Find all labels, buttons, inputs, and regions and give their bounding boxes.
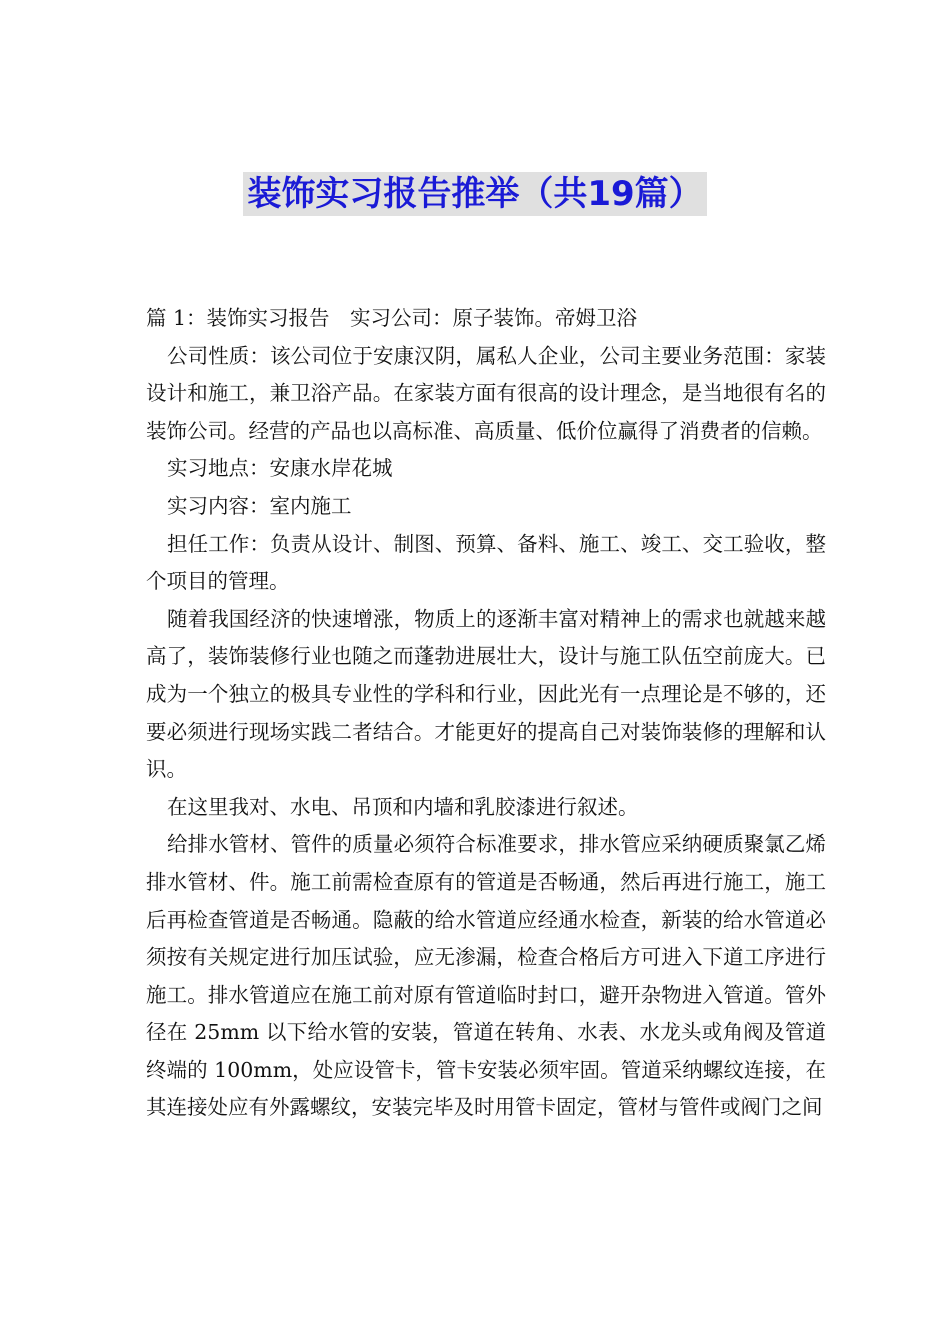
paragraph-heading: 篇 1：装饰实习报告 实习公司：原子装饰。帝姆卫浴 <box>146 306 638 330</box>
paragraph-plumbing: 给排水管材、管件的质量必须符合标准要求，排水管应采纳硬质聚氯乙烯排水管材、件。施工前需检查原有的管道是否畅通，然后再进行施工，施工后再检查管道是否畅通。隐蔽的给水管道应经通水检查，新装的给水管道必须按有关规定进行加压试验，应无渗漏，检查合格后方可进入下道工序进行施工。排水管道应在施工前对原有管道临时封口，避开杂物进入管道。管外径在 25mm 以下给水管的安装，管道在转角、水表、水龙头或角阀及管道终端的 100mm，处应设管卡，管卡安装必须牢固。管道采纳螺纹连接，在其连接处应有外露螺纹，安装完毕及时用管卡固定，管材与管件或阀门之间 <box>146 832 826 1120</box>
document-body <box>146 300 826 1127</box>
title-container <box>0 172 950 216</box>
document-title: 装饰实习报告推举（共19篇） <box>243 172 706 216</box>
paragraph-background: 随着我国经济的快速增涨，物质上的逐渐丰富对精神上的需求也就越来越高了，装饰装修行业也随之而蓬勃进展壮大，设计与施工队伍空前庞大。已成为一个独立的极具专业性的学科和行业，因此光有一点理论是不够的，还要必须进行现场实践二者结合。才能更好的提高自己对装饰装修的理解和认识。 <box>146 606 826 782</box>
paragraph-intro: 在这里我对、水电、吊顶和内墙和乳胶漆进行叙述。 <box>167 794 639 819</box>
paragraph-location: 实习地点：安康水岸花城 <box>167 456 393 481</box>
paragraph-duties: 担任工作：负责从设计、制图、预算、备料、施工、竣工、交工验收，整个项目的管理。 <box>146 531 826 594</box>
paragraph-company-nature: 公司性质：该公司位于安康汉阴，属私人企业，公司主要业务范围：家装设计和施工，兼卫浴产品。在家装方面有很高的设计理念，是当地很有名的装饰公司。经营的产品也以高标准、高质量、低价位赢得了消费者的信赖。 <box>146 343 826 443</box>
paragraph-content: 实习内容：室内施工 <box>167 493 352 518</box>
